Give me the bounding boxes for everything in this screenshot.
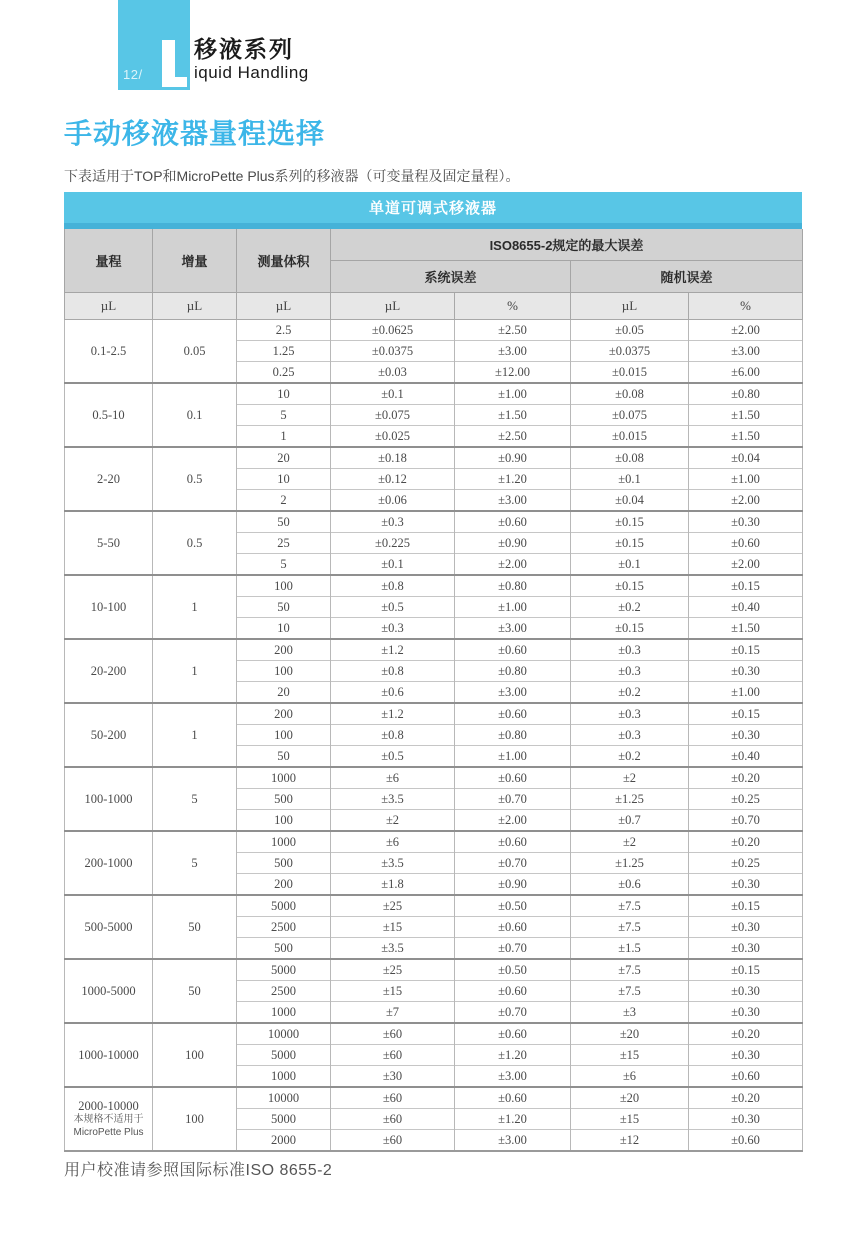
rand-error-ul-cell: ±7.5 bbox=[571, 959, 689, 981]
sys-error-pct-cell: ±2.50 bbox=[455, 320, 571, 341]
sys-error-pct-cell: ±0.60 bbox=[455, 511, 571, 533]
rand-error-ul-cell: ±15 bbox=[571, 1045, 689, 1066]
rand-error-ul-cell: ±0.075 bbox=[571, 405, 689, 426]
test-volume-cell: 50 bbox=[237, 511, 331, 533]
test-volume-cell: 500 bbox=[237, 853, 331, 874]
range-cell bbox=[65, 447, 153, 511]
rand-error-ul-cell: ±0.6 bbox=[571, 874, 689, 896]
sys-error-pct-cell: ±1.20 bbox=[455, 469, 571, 490]
rand-error-pct-cell: ±0.15 bbox=[689, 703, 803, 725]
test-volume-cell: 100 bbox=[237, 725, 331, 746]
rand-error-ul-cell: ±0.05 bbox=[571, 320, 689, 341]
sys-error-pct-cell: ±0.80 bbox=[455, 575, 571, 597]
sys-error-pct-cell: ±1.00 bbox=[455, 746, 571, 768]
sys-error-pct-cell: ±2.50 bbox=[455, 426, 571, 448]
sys-error-ul-cell: ±0.3 bbox=[331, 511, 455, 533]
sys-error-pct-cell: ±0.70 bbox=[455, 853, 571, 874]
page-number: 12/ bbox=[123, 67, 143, 82]
sys-error-pct-cell: ±3.00 bbox=[455, 618, 571, 640]
test-volume-cell: 10 bbox=[237, 469, 331, 490]
sys-error-ul-cell: ±0.0375 bbox=[331, 341, 455, 362]
rand-error-ul-cell: ±7.5 bbox=[571, 981, 689, 1002]
rand-error-ul-cell: ±0.08 bbox=[571, 447, 689, 469]
sys-error-ul-cell: ±0.3 bbox=[331, 618, 455, 640]
sys-error-pct-cell: ±0.70 bbox=[455, 789, 571, 810]
rand-error-ul-cell: ±2 bbox=[571, 831, 689, 853]
rand-error-ul-cell: ±0.15 bbox=[571, 533, 689, 554]
sys-error-pct-cell: ±0.70 bbox=[455, 938, 571, 960]
test-volume-cell: 10000 bbox=[237, 1023, 331, 1045]
table-row bbox=[65, 511, 803, 533]
col-header-systematic-error: 系统误差 bbox=[331, 261, 571, 293]
sys-error-ul-cell: ±0.5 bbox=[331, 597, 455, 618]
test-volume-cell: 100 bbox=[237, 810, 331, 832]
rand-error-ul-cell: ±0.015 bbox=[571, 426, 689, 448]
test-volume-cell: 1000 bbox=[237, 767, 331, 789]
increment-cell: 100 bbox=[153, 1023, 237, 1087]
test-volume-cell: 5000 bbox=[237, 959, 331, 981]
page-title: 手动移液器量程选择 bbox=[64, 118, 326, 149]
rand-error-ul-cell: ±1.25 bbox=[571, 789, 689, 810]
rand-error-pct-cell: ±0.15 bbox=[689, 639, 803, 661]
sys-error-pct-cell: ±1.50 bbox=[455, 405, 571, 426]
rand-error-ul-cell: ±1.25 bbox=[571, 853, 689, 874]
col-header-range: 量程 bbox=[65, 229, 153, 293]
rand-error-ul-cell: ±15 bbox=[571, 1109, 689, 1130]
sys-error-ul-cell: ±0.06 bbox=[331, 490, 455, 512]
sys-error-pct-cell: ±3.00 bbox=[455, 341, 571, 362]
table-row bbox=[65, 447, 803, 469]
test-volume-cell: 500 bbox=[237, 789, 331, 810]
rand-error-pct-cell: ±0.25 bbox=[689, 853, 803, 874]
rand-error-ul-cell: ±3 bbox=[571, 1002, 689, 1024]
sys-error-pct-cell: ±0.60 bbox=[455, 767, 571, 789]
col-header-test-volume: 测量体积 bbox=[237, 229, 331, 293]
rand-error-ul-cell: ±0.0375 bbox=[571, 341, 689, 362]
test-volume-cell: 1000 bbox=[237, 1066, 331, 1088]
test-volume-cell: 200 bbox=[237, 703, 331, 725]
test-volume-cell: 500 bbox=[237, 938, 331, 960]
range-value: 10-100 bbox=[90, 599, 127, 614]
title-area bbox=[64, 112, 802, 186]
test-volume-cell: 50 bbox=[237, 597, 331, 618]
rand-error-ul-cell: ±20 bbox=[571, 1023, 689, 1045]
rand-error-pct-cell: ±0.40 bbox=[689, 597, 803, 618]
table-row bbox=[65, 639, 803, 661]
rand-error-ul-cell: ±12 bbox=[571, 1130, 689, 1152]
range-value: 50-200 bbox=[90, 727, 127, 742]
sys-error-pct-cell: ±0.70 bbox=[455, 1002, 571, 1024]
range-cell bbox=[65, 703, 153, 767]
range-cell bbox=[65, 831, 153, 895]
unit-test-volume: µL bbox=[237, 293, 331, 320]
test-volume-cell: 25 bbox=[237, 533, 331, 554]
sys-error-ul-cell: ±0.1 bbox=[331, 383, 455, 405]
test-volume-cell: 2500 bbox=[237, 917, 331, 938]
sys-error-ul-cell: ±0.03 bbox=[331, 362, 455, 384]
sys-error-ul-cell: ±60 bbox=[331, 1130, 455, 1152]
sys-error-pct-cell: ±1.00 bbox=[455, 597, 571, 618]
sys-error-ul-cell: ±0.075 bbox=[331, 405, 455, 426]
table-row bbox=[65, 767, 803, 789]
rand-error-pct-cell: ±0.30 bbox=[689, 874, 803, 896]
rand-error-pct-cell: ±2.00 bbox=[689, 554, 803, 576]
rand-error-ul-cell: ±0.15 bbox=[571, 511, 689, 533]
sys-error-ul-cell: ±6 bbox=[331, 831, 455, 853]
test-volume-cell: 2.5 bbox=[237, 320, 331, 341]
rand-error-pct-cell: ±0.30 bbox=[689, 1045, 803, 1066]
brand-name-chinese: 移液系列 bbox=[194, 36, 294, 62]
sys-error-pct-cell: ±12.00 bbox=[455, 362, 571, 384]
range-cell bbox=[65, 1023, 153, 1087]
table-row bbox=[65, 1087, 803, 1109]
range-value: 500-5000 bbox=[84, 919, 133, 934]
sys-error-pct-cell: ±0.60 bbox=[455, 703, 571, 725]
sys-error-ul-cell: ±7 bbox=[331, 1002, 455, 1024]
sys-error-pct-cell: ±1.20 bbox=[455, 1045, 571, 1066]
table-row bbox=[65, 383, 803, 405]
test-volume-cell: 2 bbox=[237, 490, 331, 512]
test-volume-cell: 1000 bbox=[237, 831, 331, 853]
range-note: MicroPette Plus bbox=[73, 1126, 144, 1138]
increment-cell: 50 bbox=[153, 895, 237, 959]
range-value: 5-50 bbox=[97, 535, 120, 550]
sys-error-pct-cell: ±0.90 bbox=[455, 533, 571, 554]
range-cell bbox=[65, 959, 153, 1023]
increment-cell: 0.1 bbox=[153, 383, 237, 447]
sys-error-pct-cell: ±0.80 bbox=[455, 725, 571, 746]
rand-error-ul-cell: ±0.3 bbox=[571, 703, 689, 725]
rand-error-ul-cell: ±0.2 bbox=[571, 597, 689, 618]
test-volume-cell: 100 bbox=[237, 661, 331, 682]
rand-error-ul-cell: ±0.15 bbox=[571, 618, 689, 640]
rand-error-pct-cell: ±1.00 bbox=[689, 682, 803, 704]
brand-text bbox=[194, 38, 309, 81]
range-value: 2-20 bbox=[97, 471, 120, 486]
sys-error-ul-cell: ±0.0625 bbox=[331, 320, 455, 341]
brand-header bbox=[0, 0, 866, 92]
range-value: 0.5-10 bbox=[92, 407, 125, 422]
range-cell bbox=[65, 767, 153, 831]
sys-error-pct-cell: ±0.60 bbox=[455, 1087, 571, 1109]
sys-error-ul-cell: ±60 bbox=[331, 1023, 455, 1045]
rand-error-ul-cell: ±0.015 bbox=[571, 362, 689, 384]
rand-error-pct-cell: ±0.04 bbox=[689, 447, 803, 469]
rand-error-pct-cell: ±0.30 bbox=[689, 1109, 803, 1130]
sys-error-pct-cell: ±2.00 bbox=[455, 554, 571, 576]
rand-error-pct-cell: ±0.60 bbox=[689, 1130, 803, 1152]
range-cell bbox=[65, 383, 153, 447]
rand-error-pct-cell: ±2.00 bbox=[689, 490, 803, 512]
rand-error-pct-cell: ±0.20 bbox=[689, 1023, 803, 1045]
increment-cell: 1 bbox=[153, 575, 237, 639]
increment-cell: 5 bbox=[153, 767, 237, 831]
sys-error-ul-cell: ±0.6 bbox=[331, 682, 455, 704]
rand-error-pct-cell: ±0.20 bbox=[689, 1087, 803, 1109]
logo-block bbox=[118, 0, 190, 90]
table-row bbox=[65, 703, 803, 725]
rand-error-pct-cell: ±0.15 bbox=[689, 959, 803, 981]
rand-error-pct-cell: ±0.60 bbox=[689, 533, 803, 554]
range-value: 100-1000 bbox=[84, 791, 133, 806]
rand-error-pct-cell: ±0.70 bbox=[689, 810, 803, 832]
range-value: 200-1000 bbox=[84, 855, 133, 870]
rand-error-ul-cell: ±0.04 bbox=[571, 490, 689, 512]
rand-error-ul-cell: ±2 bbox=[571, 767, 689, 789]
rand-error-pct-cell: ±0.30 bbox=[689, 917, 803, 938]
rand-error-ul-cell: ±6 bbox=[571, 1066, 689, 1088]
sys-error-ul-cell: ±0.12 bbox=[331, 469, 455, 490]
test-volume-cell: 5000 bbox=[237, 1109, 331, 1130]
rand-error-ul-cell: ±0.08 bbox=[571, 383, 689, 405]
sys-error-ul-cell: ±1.2 bbox=[331, 703, 455, 725]
range-cell bbox=[65, 511, 153, 575]
rand-error-pct-cell: ±0.20 bbox=[689, 831, 803, 853]
rand-error-ul-cell: ±1.5 bbox=[571, 938, 689, 960]
page-subtitle: 下表适用于TOP和MicroPette Plus系列的移液器（可变量程及固定量程）。 bbox=[64, 168, 520, 184]
sys-error-ul-cell: ±3.5 bbox=[331, 853, 455, 874]
units-row bbox=[65, 293, 803, 320]
sys-error-ul-cell: ±6 bbox=[331, 767, 455, 789]
test-volume-cell: 20 bbox=[237, 682, 331, 704]
sys-error-ul-cell: ±0.1 bbox=[331, 554, 455, 576]
rand-error-ul-cell: ±20 bbox=[571, 1087, 689, 1109]
unit-sys-pct: % bbox=[455, 293, 571, 320]
rand-error-pct-cell: ±1.00 bbox=[689, 469, 803, 490]
rand-error-pct-cell: ±0.20 bbox=[689, 767, 803, 789]
sys-error-ul-cell: ±1.8 bbox=[331, 874, 455, 896]
rand-error-pct-cell: ±0.30 bbox=[689, 661, 803, 682]
unit-rand-ul: µL bbox=[571, 293, 689, 320]
range-cell bbox=[65, 320, 153, 384]
table-row bbox=[65, 831, 803, 853]
table-banner: 单道可调式移液器 bbox=[64, 192, 802, 223]
sys-error-ul-cell: ±1.2 bbox=[331, 639, 455, 661]
increment-cell: 5 bbox=[153, 831, 237, 895]
test-volume-cell: 200 bbox=[237, 874, 331, 896]
header-row-1 bbox=[65, 229, 803, 261]
col-header-iso: ISO8655-2规定的最大误差 bbox=[331, 229, 803, 261]
sys-error-ul-cell: ±0.8 bbox=[331, 661, 455, 682]
rand-error-pct-cell: ±0.25 bbox=[689, 789, 803, 810]
rand-error-pct-cell: ±6.00 bbox=[689, 362, 803, 384]
increment-cell: 50 bbox=[153, 959, 237, 1023]
rand-error-pct-cell: ±0.30 bbox=[689, 725, 803, 746]
range-value: 1000-5000 bbox=[81, 983, 136, 998]
rand-error-ul-cell: ±0.2 bbox=[571, 682, 689, 704]
range-value: 1000-10000 bbox=[78, 1047, 139, 1062]
sys-error-pct-cell: ±0.50 bbox=[455, 959, 571, 981]
rand-error-ul-cell: ±7.5 bbox=[571, 917, 689, 938]
sys-error-ul-cell: ±60 bbox=[331, 1087, 455, 1109]
col-header-random-error: 随机误差 bbox=[571, 261, 803, 293]
rand-error-pct-cell: ±2.00 bbox=[689, 320, 803, 341]
sys-error-pct-cell: ±0.60 bbox=[455, 831, 571, 853]
rand-error-ul-cell: ±0.3 bbox=[571, 639, 689, 661]
sys-error-pct-cell: ±0.60 bbox=[455, 639, 571, 661]
test-volume-cell: 5 bbox=[237, 405, 331, 426]
rand-error-ul-cell: ±0.15 bbox=[571, 575, 689, 597]
test-volume-cell: 1 bbox=[237, 426, 331, 448]
test-volume-cell: 2000 bbox=[237, 1130, 331, 1152]
test-volume-cell: 0.25 bbox=[237, 362, 331, 384]
test-volume-cell: 50 bbox=[237, 746, 331, 768]
increment-cell: 0.5 bbox=[153, 447, 237, 511]
sys-error-ul-cell: ±0.5 bbox=[331, 746, 455, 768]
rand-error-pct-cell: ±1.50 bbox=[689, 405, 803, 426]
sys-error-ul-cell: ±60 bbox=[331, 1045, 455, 1066]
sys-error-ul-cell: ±60 bbox=[331, 1109, 455, 1130]
sys-error-pct-cell: ±3.00 bbox=[455, 1130, 571, 1152]
sys-error-pct-cell: ±0.50 bbox=[455, 895, 571, 917]
sys-error-ul-cell: ±3.5 bbox=[331, 789, 455, 810]
unit-increment: µL bbox=[153, 293, 237, 320]
sys-error-ul-cell: ±0.18 bbox=[331, 447, 455, 469]
rand-error-ul-cell: ±0.7 bbox=[571, 810, 689, 832]
table-row bbox=[65, 575, 803, 597]
sys-error-pct-cell: ±3.00 bbox=[455, 1066, 571, 1088]
test-volume-cell: 100 bbox=[237, 575, 331, 597]
sys-error-ul-cell: ±15 bbox=[331, 917, 455, 938]
rand-error-pct-cell: ±0.30 bbox=[689, 981, 803, 1002]
rand-error-pct-cell: ±0.40 bbox=[689, 746, 803, 768]
increment-cell: 0.5 bbox=[153, 511, 237, 575]
unit-range: µL bbox=[65, 293, 153, 320]
rand-error-pct-cell: ±0.30 bbox=[689, 938, 803, 960]
test-volume-cell: 2500 bbox=[237, 981, 331, 1002]
rand-error-pct-cell: ±0.15 bbox=[689, 575, 803, 597]
sys-error-pct-cell: ±3.00 bbox=[455, 490, 571, 512]
calibration-note: 用户校准请参照国际标准ISO 8655-2 bbox=[64, 1162, 333, 1179]
test-volume-cell: 20 bbox=[237, 447, 331, 469]
sys-error-ul-cell: ±0.8 bbox=[331, 725, 455, 746]
range-cell bbox=[65, 895, 153, 959]
brand-name-english: iquid Handling bbox=[194, 63, 309, 82]
increment-cell: 100 bbox=[153, 1087, 237, 1151]
rand-error-pct-cell: ±1.50 bbox=[689, 618, 803, 640]
sys-error-ul-cell: ±2 bbox=[331, 810, 455, 832]
sys-error-pct-cell: ±1.20 bbox=[455, 1109, 571, 1130]
rand-error-pct-cell: ±0.15 bbox=[689, 895, 803, 917]
sys-error-pct-cell: ±0.90 bbox=[455, 447, 571, 469]
rand-error-pct-cell: ±0.80 bbox=[689, 383, 803, 405]
range-value: 20-200 bbox=[90, 663, 127, 678]
rand-error-pct-cell: ±0.30 bbox=[689, 1002, 803, 1024]
test-volume-cell: 5000 bbox=[237, 1045, 331, 1066]
rand-error-ul-cell: ±0.1 bbox=[571, 469, 689, 490]
increment-cell: 1 bbox=[153, 639, 237, 703]
rand-error-pct-cell: ±1.50 bbox=[689, 426, 803, 448]
sys-error-pct-cell: ±2.00 bbox=[455, 810, 571, 832]
range-cell bbox=[65, 575, 153, 639]
rand-error-pct-cell: ±0.60 bbox=[689, 1066, 803, 1088]
sys-error-pct-cell: ±0.60 bbox=[455, 917, 571, 938]
rand-error-ul-cell: ±0.2 bbox=[571, 746, 689, 768]
range-cell bbox=[65, 639, 153, 703]
rand-error-ul-cell: ±0.1 bbox=[571, 554, 689, 576]
range-note: 本规格不适用于 bbox=[73, 1114, 144, 1125]
sys-error-pct-cell: ±1.00 bbox=[455, 383, 571, 405]
table-row bbox=[65, 320, 803, 341]
sys-error-pct-cell: ±0.60 bbox=[455, 981, 571, 1002]
unit-sys-ul: µL bbox=[331, 293, 455, 320]
test-volume-cell: 1000 bbox=[237, 1002, 331, 1024]
sys-error-pct-cell: ±0.90 bbox=[455, 874, 571, 896]
table-row bbox=[65, 959, 803, 981]
increment-cell: 0.05 bbox=[153, 320, 237, 384]
sys-error-ul-cell: ±25 bbox=[331, 959, 455, 981]
rand-error-ul-cell: ±0.3 bbox=[571, 661, 689, 682]
test-volume-cell: 10 bbox=[237, 383, 331, 405]
unit-rand-pct: % bbox=[689, 293, 803, 320]
rand-error-ul-cell: ±7.5 bbox=[571, 895, 689, 917]
logo-letter-l-icon bbox=[162, 40, 187, 87]
rand-error-pct-cell: ±3.00 bbox=[689, 341, 803, 362]
rand-error-pct-cell: ±0.30 bbox=[689, 511, 803, 533]
sys-error-ul-cell: ±30 bbox=[331, 1066, 455, 1088]
range-value: 2000-10000 bbox=[78, 1099, 139, 1113]
sys-error-ul-cell: ±0.8 bbox=[331, 575, 455, 597]
table-row bbox=[65, 895, 803, 917]
sys-error-pct-cell: ±3.00 bbox=[455, 682, 571, 704]
sys-error-pct-cell: ±0.60 bbox=[455, 1023, 571, 1045]
range-cell bbox=[65, 1087, 153, 1151]
sys-error-ul-cell: ±3.5 bbox=[331, 938, 455, 960]
spec-table-section bbox=[64, 192, 802, 1152]
test-volume-cell: 5 bbox=[237, 554, 331, 576]
test-volume-cell: 200 bbox=[237, 639, 331, 661]
sys-error-ul-cell: ±15 bbox=[331, 981, 455, 1002]
sys-error-ul-cell: ±25 bbox=[331, 895, 455, 917]
rand-error-ul-cell: ±0.3 bbox=[571, 725, 689, 746]
spec-table bbox=[64, 229, 803, 1152]
sys-error-ul-cell: ±0.025 bbox=[331, 426, 455, 448]
sys-error-ul-cell: ±0.225 bbox=[331, 533, 455, 554]
increment-cell: 1 bbox=[153, 703, 237, 767]
test-volume-cell: 10 bbox=[237, 618, 331, 640]
table-row bbox=[65, 1023, 803, 1045]
range-value: 0.1-2.5 bbox=[90, 343, 127, 358]
test-volume-cell: 10000 bbox=[237, 1087, 331, 1109]
sys-error-pct-cell: ±0.80 bbox=[455, 661, 571, 682]
test-volume-cell: 1.25 bbox=[237, 341, 331, 362]
test-volume-cell: 5000 bbox=[237, 895, 331, 917]
col-header-increment: 增量 bbox=[153, 229, 237, 293]
